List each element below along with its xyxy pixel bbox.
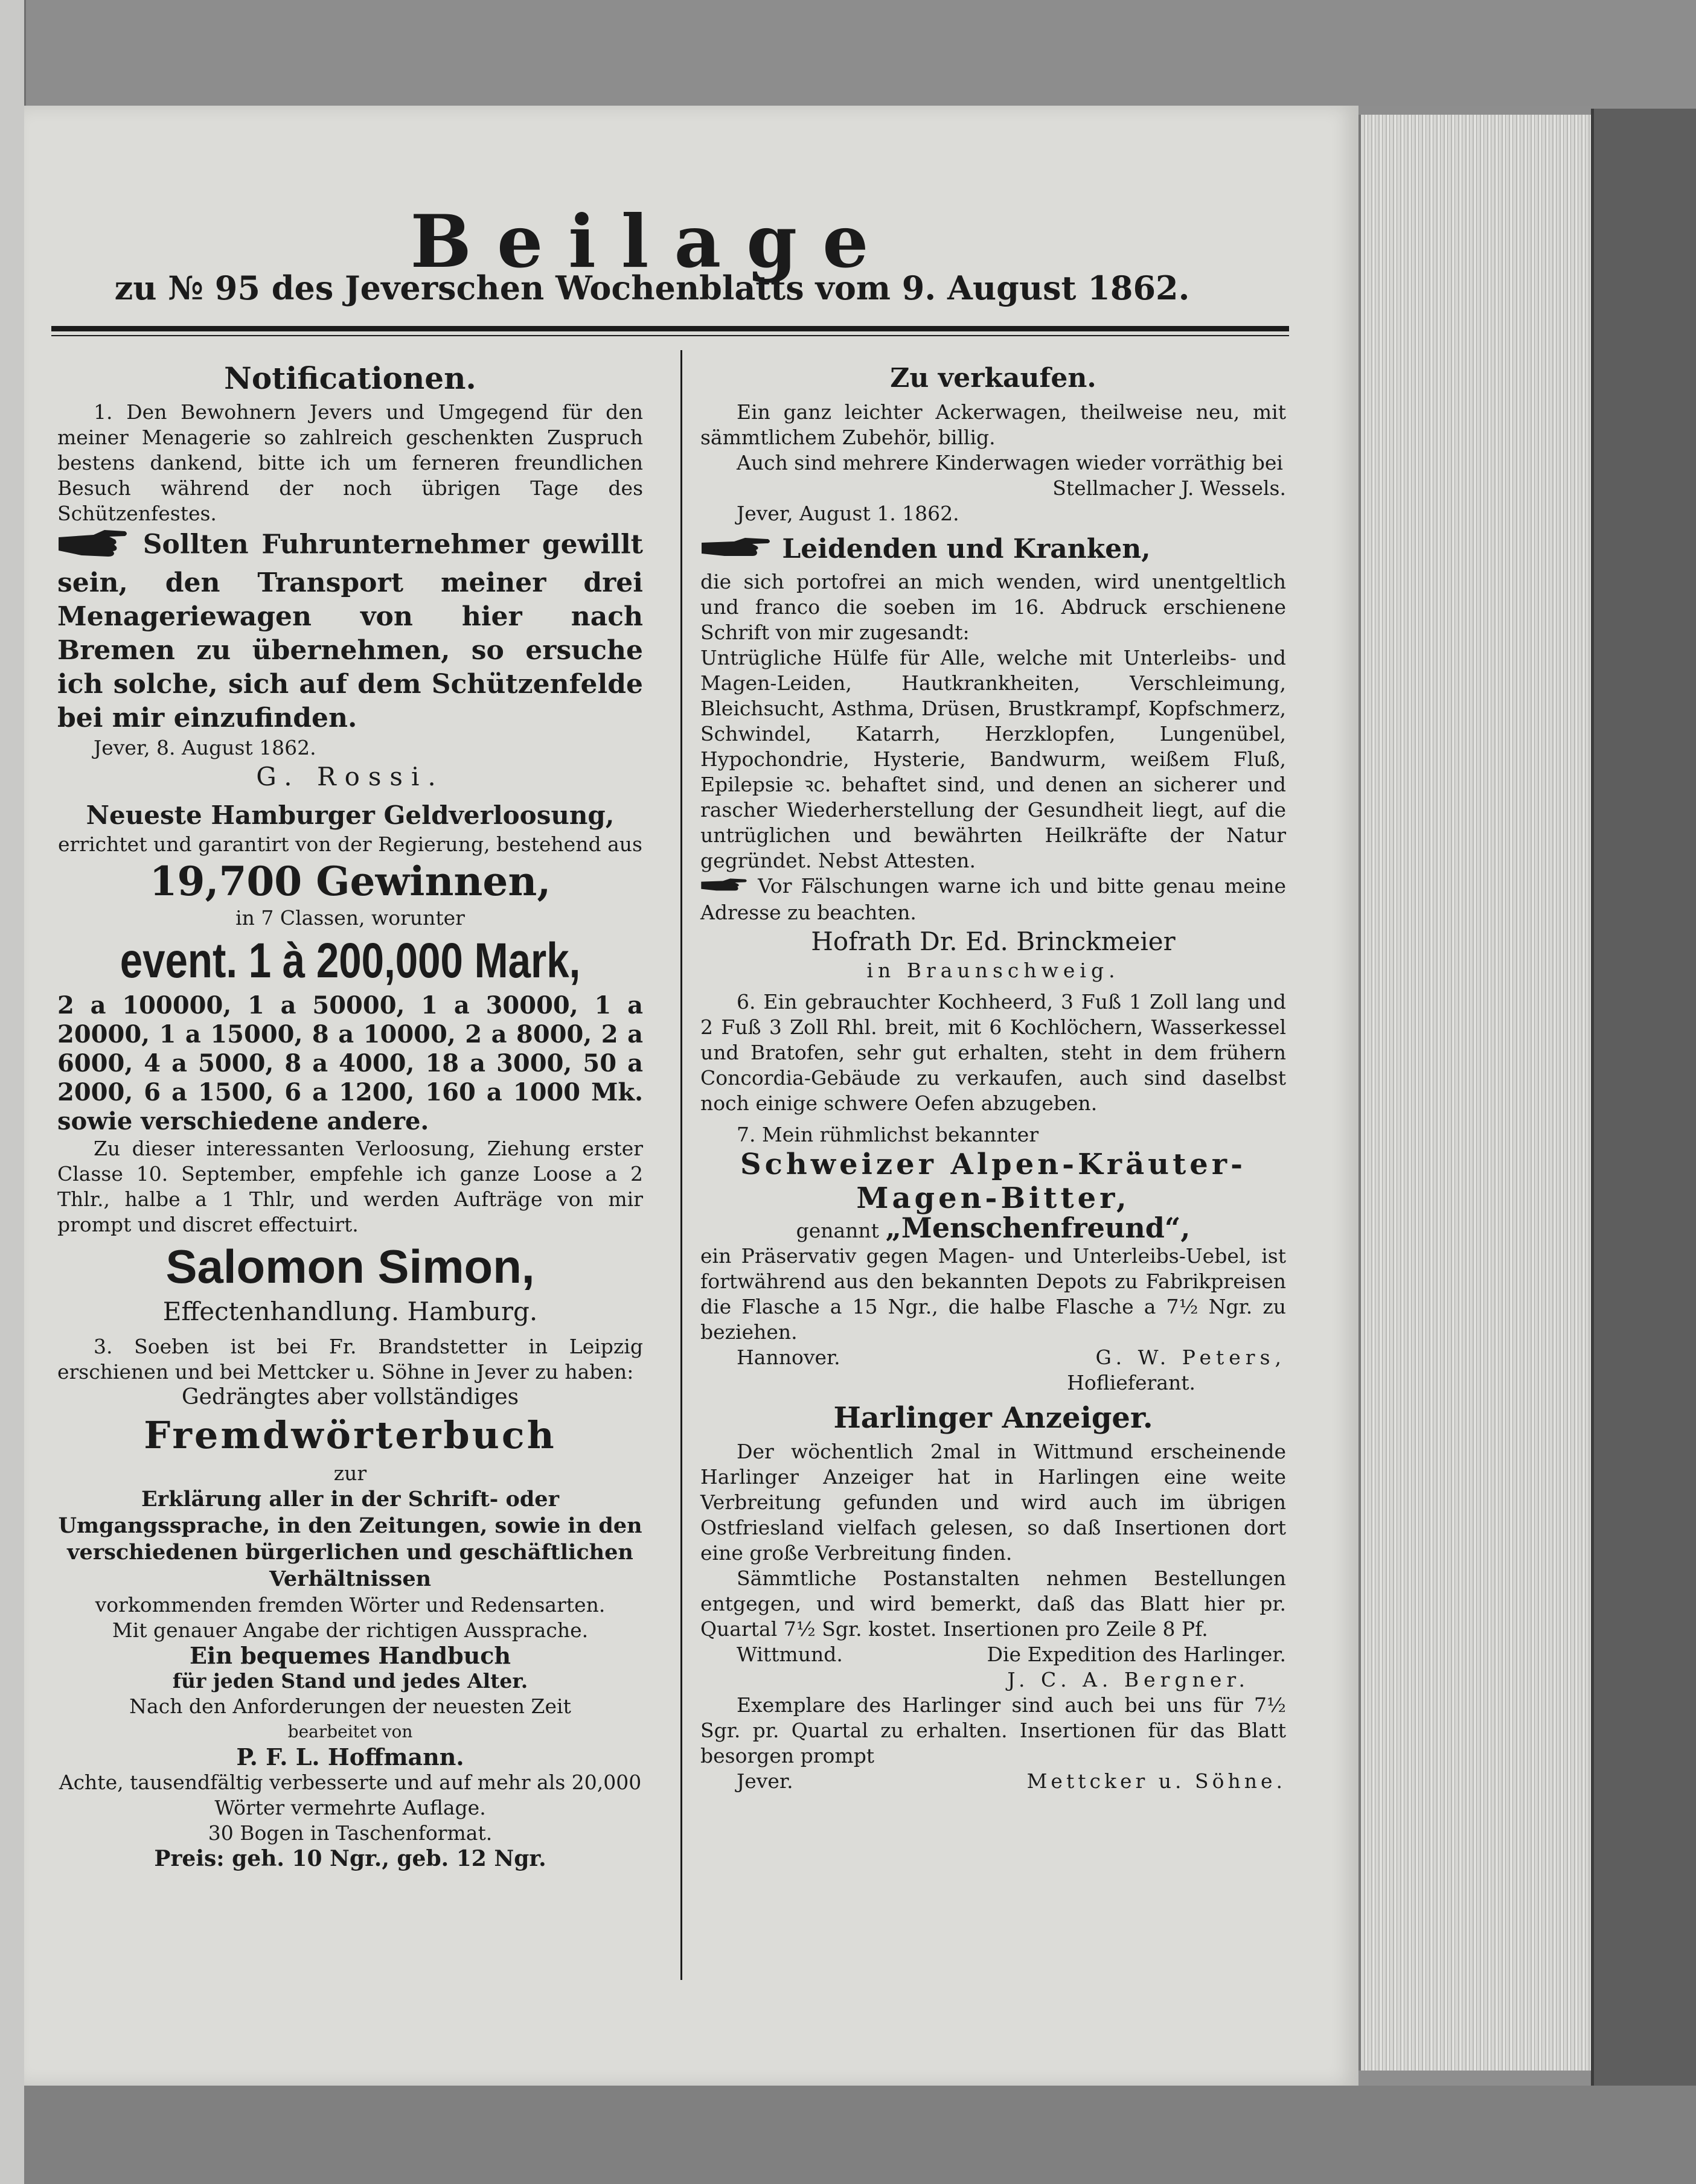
- notice-text: 1. Den Bewohnern Jevers und Umgegend für den meiner Menagerie so zahlreich geschenkten Zuspruch bestens dankend, bitte ich um ferneren freundlichen Besuch während der noch übrigen Tage des Schützenfestes.: [57, 400, 643, 525]
- harlinger-expedition: Die Expedition des Harlinger.: [987, 1642, 1286, 1666]
- lottery-main-prize: event. 1 à 200,000 Mark,: [120, 933, 581, 988]
- bitter-signature-2: Hoflieferant.: [1067, 1370, 1195, 1394]
- bitter-title-2: Magen-Bitter,: [856, 1181, 1130, 1215]
- header-rule: [51, 326, 1289, 331]
- previous-page-edge: [0, 0, 26, 2184]
- harlinger-sign-line-2: [700, 1769, 1286, 1794]
- bitter-genannt: genannt: [796, 1218, 879, 1242]
- book-description-3: Mit genauer Angabe der richtigen Aussprache.: [112, 1618, 589, 1642]
- bitter-sign-line: [700, 1345, 1286, 1370]
- book-description: Erklärung aller in der Schrift- oder Umgangssprache, in den Zeitungen, sowie in den verschiedenen bürgerlichen und geschäftlichen Verhältnissen: [58, 1487, 642, 1591]
- bitter-place: Hannover.: [737, 1345, 840, 1369]
- remedy-warning: [700, 873, 1286, 925]
- background-bottom: [24, 2086, 1696, 2184]
- pointing-hand-icon: [700, 533, 773, 569]
- harlinger-place: Wittmund.: [737, 1642, 843, 1666]
- harlinger-heading: Harlinger Anzeiger.: [833, 1400, 1153, 1435]
- harlinger-text: Der wöchentlich 2mal in Wittmund erscheinende Harlinger Anzeiger hat in Harlingen eine weite Verbreitung gefunden und wird auch im übrigen Ostfriesland vielfach gelesen, so daß Insertionen dort eine große Verbreitung finden.: [700, 1439, 1286, 1565]
- lottery-signature: Salomon Simon,: [165, 1240, 535, 1293]
- page-subtitle: zu № 95 des Jeverschen Wochenblatts vom 9. August 1862.: [114, 269, 1190, 307]
- sale-text: Ein ganz leichter Ackerwagen, theilweise neu, mit sämmtlichem Zubehör, billig.: [700, 400, 1286, 449]
- notice-signature: G. Rossi.: [256, 762, 444, 791]
- bitter-name-line: [700, 1211, 1286, 1244]
- remedy-text-2: Untrügliche Hülfe für Alle, welche mit Unterleibs- und Magen-Leiden, Hautkrankheiten, Verschleimung, Bleichsucht, Asthma, Drüsen, Brustkrampf, Kopfschmerz, Schwindel, Katarrh, Herzklopfen, Lungenübel, Hypochondrie, Hysterie, Bandwurm, weißem Fluß, Epilepsie ꝛc. behaftet sind, und denen an sicherer und rascher Wiederherstellung der Gesundheit liegt, auf die untrüglichen und bewährten Heilkräfte der Natur gegründet. Nebst Attesten.: [700, 645, 1286, 872]
- stove-text: 6. Ein gebrauchter Kochheerd, 3 Fuß 1 Zoll lang und 2 Fuß 3 Zoll Rhl. breit, mit 6 Kochlöchern, Wasserkessel und Bratofen, sehr gut erhalten, steht in dem frühern Concordia-Gebäude zu verkaufen, auch sind daselbst noch einige schwere Oefen abzugeben.: [700, 989, 1286, 1115]
- book-title: Fremdwörterbuch: [144, 1413, 557, 1457]
- book-notice-text: 3. Soeben ist bei Fr. Brandstetter in Leipzig erschienen und bei Mettcker u. Söhne in Jever zu haben:: [57, 1335, 643, 1384]
- notice-date: Jever, 8. August 1862.: [94, 736, 316, 759]
- sale-signature: Stellmacher J. Wessels.: [1052, 476, 1286, 500]
- remedy-signature: Hofrath Dr. Ed. Brinckmeier: [811, 926, 1176, 956]
- notice-bold-text: [57, 526, 643, 735]
- harlinger-text-3: Exemplare des Harlinger sind auch bei uns für 7½ Sgr. pr. Quartal zu erhalten. Insertionen für das Blatt besorgen prompt: [700, 1693, 1286, 1767]
- left-column: [57, 362, 643, 1871]
- book-bearbeitet: bearbeitet von: [287, 1722, 413, 1742]
- section-heading: Notificationen.: [224, 360, 476, 396]
- book-nach: Nach den Anforderungen der neuesten Zeit: [129, 1694, 571, 1718]
- remedy-heading-text: Leidenden und Kranken,: [782, 534, 1151, 564]
- sale-text-2: Auch sind mehrere Kinderwagen wieder vorräthig bei: [737, 451, 1283, 474]
- remedy-place: in Braunschweig.: [866, 958, 1120, 982]
- column-divider: [680, 350, 682, 1980]
- bitter-signature: G. W. Peters,: [1095, 1345, 1286, 1369]
- book-subheading: Gedrängtes aber vollständiges: [181, 1385, 519, 1410]
- book-page-edges: [1358, 115, 1593, 2071]
- lottery-prize-list: 2 a 100000, 1 a 50000, 1 a 30000, 1 a 20000, 1 a 15000, 8 a 10000, 2 a 8000, 2 a 6000, 4 a 5000, 8 a 4000, 18 a 3000, 50 a 2000, 6 a 1500, 6 a 1200, 160 a 1000 Mk. sowie verschiedene andere.: [57, 991, 643, 1135]
- book-handbook-2: für jeden Stand und jedes Alter.: [172, 1669, 528, 1693]
- bitter-intro: 7. Mein rühmlichst bekannter: [737, 1122, 1039, 1146]
- lottery-firm: Effectenhandlung. Hamburg.: [162, 1297, 538, 1326]
- remedy-heading: [700, 531, 1286, 569]
- lottery-prizes: 19,700 Gewinnen,: [149, 858, 551, 905]
- bitter-title: Schweizer Alpen-Kräuter-: [740, 1147, 1246, 1181]
- remedy-text: die sich portofrei an mich wenden, wird unentgeltlich und franco die soeben im 16. Abdruck erschienene Schrift von mir zugesandt:: [700, 569, 1286, 644]
- book-edition: Achte, tausendfältig verbesserte und auf mehr als 20,000 Wörter vermehrte Auflage.: [59, 1771, 642, 1819]
- book-handbook: Ein bequemes Handbuch: [189, 1642, 511, 1669]
- right-column: [700, 362, 1286, 1794]
- harlinger-sign-line: [700, 1642, 1286, 1667]
- harlinger-text-2: Sämmtliche Postanstalten nehmen Bestellungen entgegen, und wird bemerkt, daß das Blatt hier pr. Quartal 7½ Sgr. kostet. Insertionen pro Zeile 8 Pf.: [700, 1566, 1286, 1641]
- sale-date: Jever, August 1. 1862.: [737, 502, 959, 525]
- lottery-classes: in 7 Classen, worunter: [235, 906, 465, 930]
- notice-bold-content: Sollten Fuhrunternehmer gewillt sein, den Transport meiner drei Menageriewagen von hier nach Bremen zu übernehmen, so ersuche ich solche, sich auf dem Schützenfelde bei mir einzufinden.: [57, 529, 644, 733]
- harlinger-signature: J. C. A. Bergner.: [1007, 1667, 1250, 1691]
- lottery-heading: Neueste Hamburger Geldverloosung,: [86, 800, 615, 830]
- bitter-name: „Menschenfreund“,: [885, 1211, 1191, 1244]
- lottery-subheading: errichtet und garantirt von der Regierung, bestehend aus: [58, 832, 642, 856]
- book-format: 30 Bogen in Taschenformat.: [208, 1821, 493, 1845]
- pointing-hand-icon: [57, 526, 130, 566]
- sale-heading: Zu verkaufen.: [890, 363, 1096, 394]
- header-rule-thin: [51, 335, 1289, 336]
- lottery-text: Zu dieser interessanten Verloosung, Ziehung erster Classe 10. September, empfehle ich ganze Loose a 2 Thlr., halbe a 1 Thlr, und werden Aufträge von mir prompt und discret effectuirt.: [57, 1137, 643, 1236]
- pointing-hand-icon: [700, 875, 749, 900]
- book-price: Preis: geh. 10 Ngr., geb. 12 Ngr.: [154, 1846, 546, 1871]
- book-description-2: vorkommenden fremden Wörter und Redensarten.: [95, 1593, 606, 1617]
- harlinger-place-2: Jever.: [737, 1769, 793, 1793]
- page-title: Beilage: [410, 199, 894, 284]
- remedy-warning-text: Vor Fälschungen warne ich und bitte genau meine Adresse zu beachten.: [700, 873, 1286, 924]
- book-zur: zur: [333, 1461, 367, 1485]
- bitter-description: ein Präservativ gegen Magen- und Unterleibs-Uebel, ist fortwährend aus den bekannten Depots zu Fabrikpreisen die Flasche a 15 Ngr., die halbe Flasche a 7½ Ngr. zu beziehen.: [700, 1244, 1286, 1344]
- background-top: [24, 0, 1696, 106]
- book-cover-edge: [1591, 109, 1696, 2089]
- book-author: P. F. L. Hoffmann.: [236, 1743, 464, 1771]
- harlinger-signature-2: Mettcker u. Söhne.: [1026, 1769, 1286, 1793]
